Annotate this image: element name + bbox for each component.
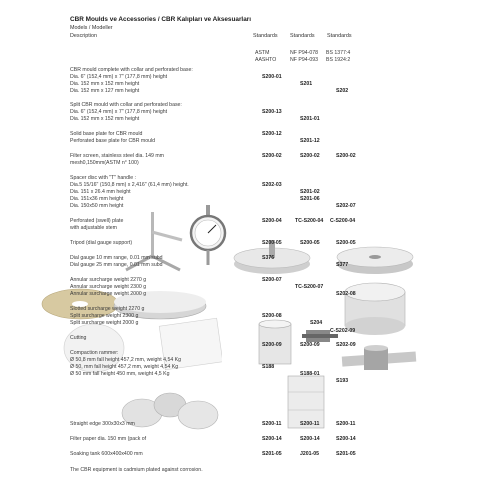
spacer-disc-image — [120, 385, 220, 435]
std-bs-2: BS 1924:2 — [326, 57, 351, 63]
code-s201-05-a: S201-05 — [262, 451, 282, 457]
code-s202-08: S202-08 — [336, 291, 356, 297]
line-filter-paper: Filter paper dia. 150 mm (pack of — [70, 436, 147, 442]
line-perforated-base: Perforated base plate for CBR mould — [70, 138, 156, 144]
std-nf-2: NF P94-093 — [290, 57, 318, 63]
code-s200-05-a: S200-05 — [262, 240, 282, 246]
code-tc-s200-07: TC-S200-07 — [295, 284, 324, 290]
col-standards-3: Standards — [327, 33, 352, 39]
code-s200-02-a: S200-02 — [262, 153, 282, 159]
code-s202-03: S202-03 — [262, 182, 282, 188]
line-mould-complete: CBR mould complete with collar and perforated base: — [70, 67, 193, 73]
code-s200-08: S200-08 — [262, 313, 282, 319]
code-s188-01: S188-01 — [300, 371, 320, 377]
code-s200-05-b: S200-05 — [300, 240, 320, 246]
code-j201-05: J201-05 — [300, 451, 320, 457]
line-filter-mesh: mesh0,150mm(ASTM n° 100) — [70, 160, 139, 166]
line-mould-complete-1: Dia. 6" (152,4 mm) x 7" (177,8 mm) height — [70, 74, 168, 80]
code-s202-07: S202-07 — [336, 203, 356, 209]
line-perforated-plate-stem: with adjustable stem — [70, 225, 117, 231]
std-astm: ASTM — [255, 50, 270, 56]
code-s204: S204 — [310, 320, 323, 326]
line-annular-2270: Annular surcharge weight 2270 g — [70, 277, 147, 283]
code-s200-14-a: S200-14 — [262, 436, 282, 442]
code-s200-01: S200-01 — [262, 74, 282, 80]
line-split-mould-1: Dia. 6" (152,4 mm) x 7" (177,8 mm) height — [70, 109, 168, 115]
code-c-s200-04: C-S200-04 — [330, 218, 356, 224]
code-tc-s200-04: TC-S200-04 — [295, 218, 324, 224]
code-c-s202-09: C-S202-09 — [330, 328, 356, 334]
code-s201-05-c: S201-05 — [336, 451, 356, 457]
code-s200-14-b: S200-14 — [300, 436, 320, 442]
line-straight-edge: Straight edge 300x30x3 mm — [70, 421, 135, 427]
line-split-mould-2: Dia. 152 mm x 152 mm height — [70, 116, 140, 122]
line-spacer-disc-3: Dia. 151x36 mm height — [70, 196, 124, 202]
line-rammer-1: Ø 50,8 mm fall height 457,2 mm, weight 4,54 Kg — [70, 357, 182, 363]
code-s200-09-b: S200-09 — [300, 342, 320, 348]
code-s200-07: S200-07 — [262, 277, 282, 283]
line-cutting: Cutting — [70, 335, 87, 341]
code-s201-02: S201-02 — [300, 189, 320, 195]
code-s376: S376 — [262, 255, 275, 261]
line-split-2000: Split surcharge weight 2000 g — [70, 320, 139, 326]
code-s193: S193 — [336, 378, 349, 384]
line-slotted-2270: Slotted surcharge weight 2270 g — [70, 306, 145, 312]
code-s201: S201 — [300, 81, 313, 87]
line-dial-gauge-10: Dial gauge 10 mm range, 0.01 mm subd — [70, 255, 163, 261]
line-mould-complete-2: Dia. 152 mm x 152 mm height — [70, 81, 140, 87]
line-spacer-disc-2: Dia. 151 x 26.4 mm height — [70, 189, 131, 195]
code-s201-12: S201-12 — [300, 138, 320, 144]
code-s201-01: S201-01 — [300, 116, 320, 122]
code-s200-11-a: S200-11 — [262, 421, 282, 427]
line-footnote: The CBR equipment is cadmium plated against corrosion. — [70, 467, 203, 473]
code-s200-12: S200-12 — [262, 131, 282, 137]
code-s200-14-c: S200-14 — [336, 436, 356, 442]
code-s202: S202 — [336, 88, 349, 94]
std-nf-1: NF P94-078 — [290, 50, 318, 56]
code-s200-02-c: S200-02 — [336, 153, 356, 159]
code-s377: S377 — [336, 262, 349, 268]
page-subtitle: Models / Modeller — [70, 25, 113, 31]
page-title: CBR Moulds ve Accessories / CBR Kalıpları ve Aksesuarları — [70, 16, 252, 23]
line-spacer-disc: Spacer disc with "T" handle : — [70, 175, 136, 181]
line-solid-base: Solid base plate for CBR mould — [70, 131, 143, 137]
line-split-mould: Split CBR mould with collar and perforated base: — [70, 102, 182, 108]
dial-gauge-image — [186, 205, 230, 267]
code-s200-02-b: S200-02 — [300, 153, 320, 159]
col-standards-1: Standards — [253, 33, 278, 39]
line-mould-complete-3: Dia. 152 mm x 127 mm height — [70, 88, 140, 94]
col-description: Description — [70, 33, 97, 39]
code-s200-05-c: S200-05 — [336, 240, 356, 246]
line-annular-2300: Annular surcharge weight 2300 g — [70, 284, 147, 290]
line-annular-2000: Annular surcharge weight 2000 g — [70, 291, 147, 297]
line-rammer-3: Ø 50 mm fall height 450 mm, weight 4,5 Kg — [70, 371, 170, 377]
code-s200-13: S200-13 — [262, 109, 282, 115]
line-tripod: Tripod (dial gauge support) — [70, 240, 133, 246]
line-rammer-2: Ø 50, mm fall height 457,2 mm, weight 4,54 Kg — [70, 364, 179, 370]
code-s200-04: S200-04 — [262, 218, 282, 224]
line-dial-gauge-25: Dial gauge 25 mm range, 0.01 mm subd — [70, 262, 163, 268]
line-soaking-tank: Soaking tank 600x400x400 mm — [70, 451, 143, 457]
line-split-2300: Split surcharge weight 2300 g — [70, 313, 139, 319]
code-s200-11-c: S200-11 — [336, 421, 356, 427]
std-aashto: AASHTO — [255, 57, 277, 63]
code-s202-09: S202-09 — [336, 342, 356, 348]
line-filter-screen: Filter screen, stainless steel dia. 149 mm — [70, 153, 164, 159]
std-bs-1: BS 1377:4 — [326, 50, 351, 56]
line-spacer-disc-1: Dia.5 15/16" (150,8 mm) x 2,416" (61,4 mm) height. — [70, 182, 189, 188]
code-s200-11-b: S200-11 — [300, 421, 320, 427]
line-compaction-rammer: Compaction rammer: — [70, 350, 119, 356]
code-s201-06: S201-06 — [300, 196, 320, 202]
code-s200-09-a: S200-09 — [262, 342, 282, 348]
code-s188: S188 — [262, 364, 275, 370]
line-spacer-disc-4: Dia. 150x50 mm height — [70, 203, 124, 209]
col-standards-2: Standards — [290, 33, 315, 39]
line-perforated-plate: Perforated (swell) plate — [70, 218, 124, 224]
